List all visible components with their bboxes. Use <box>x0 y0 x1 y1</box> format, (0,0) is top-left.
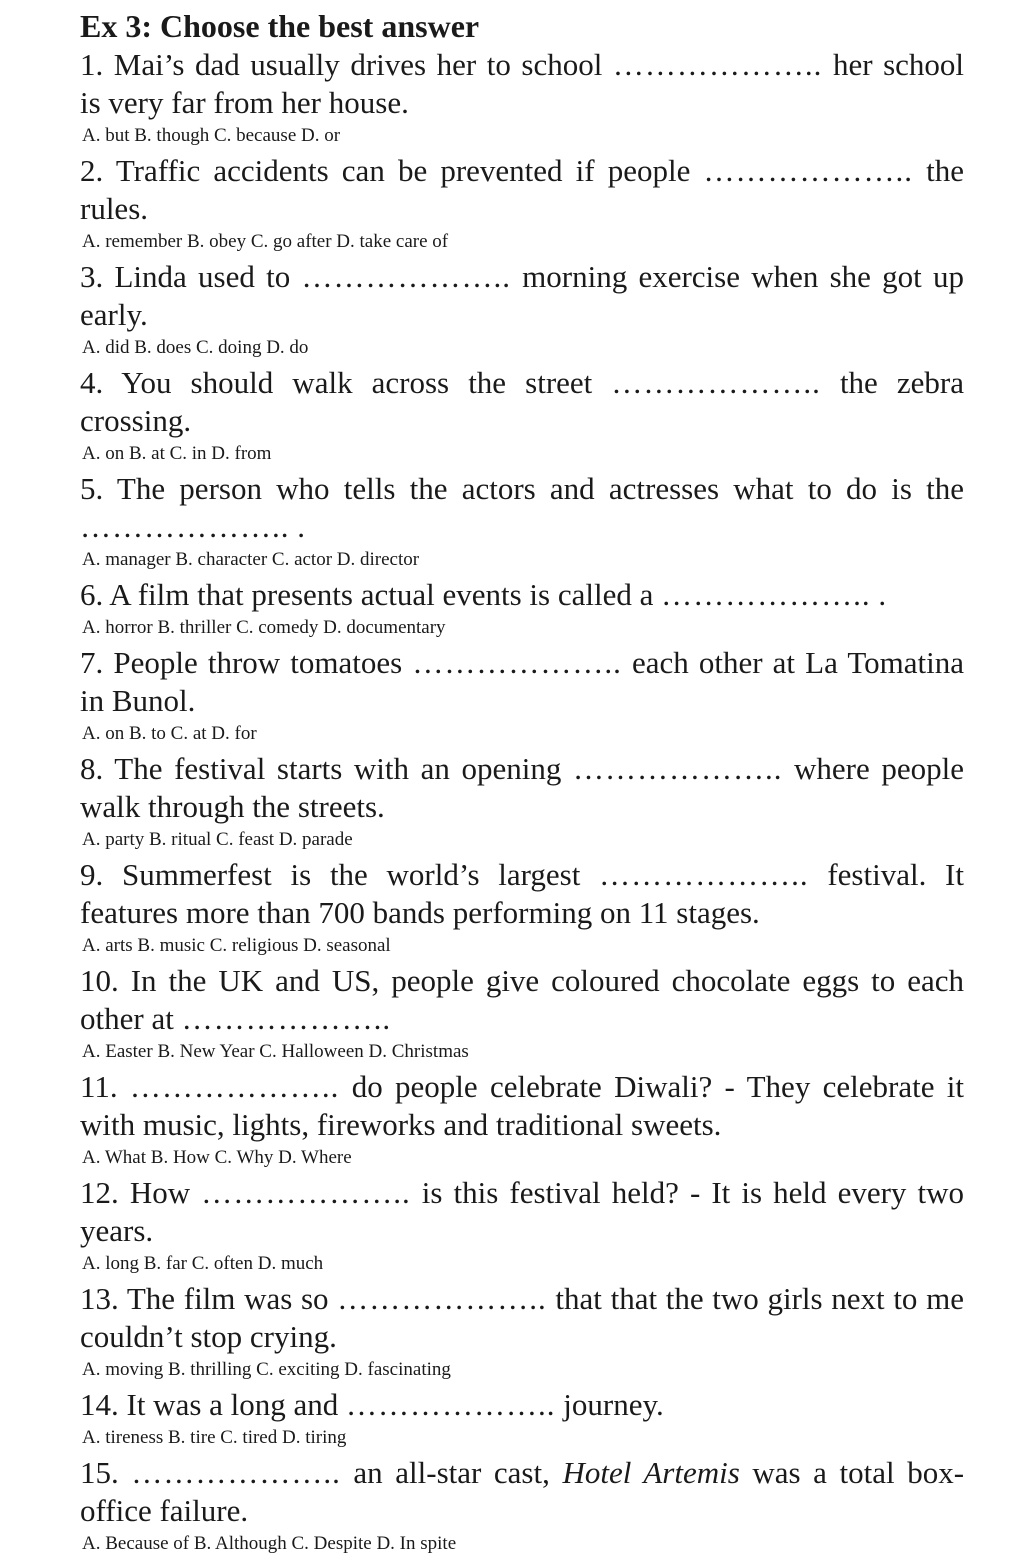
question-text-after-blank: an all-star cast, <box>340 1455 563 1490</box>
question-text-after-blank: is this festival held? - It is held every two years. <box>80 1175 965 1248</box>
question-9 <box>80 856 964 932</box>
answer-blank <box>301 259 511 294</box>
question-text-after-blank: . <box>289 509 305 544</box>
answer-blank <box>599 857 809 892</box>
answer-blank <box>80 509 290 544</box>
question-text-after-blank: the rules. <box>80 153 964 226</box>
answer-blank <box>412 645 622 680</box>
question-number: 1. <box>80 47 104 82</box>
question-number: 4. <box>80 365 104 400</box>
question-text-after-blank: her school is very far from her house. <box>80 47 965 120</box>
question-text-before-blank: A film that presents actual events is called a <box>109 577 662 612</box>
answer-blank <box>613 47 823 82</box>
answer-blank <box>704 153 914 188</box>
answer-blank <box>130 1069 340 1104</box>
question-text-after-blank: that that the two girls next to me couldn’t stop crying. <box>80 1281 964 1354</box>
question-text-before-blank: The festival starts with an opening <box>114 751 573 786</box>
question-8 <box>80 750 964 826</box>
question-text-before-blank: Traffic accidents can be prevented if people <box>115 153 704 188</box>
question-text-after-blank: each other at La Tomatina in Bunol. <box>80 645 965 718</box>
question-2 <box>80 152 964 228</box>
question-text-before-blank: How <box>129 1175 202 1210</box>
question-text-before-blank: Mai’s dad usually drives her to school <box>113 47 613 82</box>
answer-blank <box>131 1455 341 1490</box>
question-text-after-blank: journey. <box>555 1387 664 1422</box>
question-text-before-blank: In the UK and US, people give coloured chocolate eggs to each other at <box>80 963 965 1036</box>
exercise-title: Ex 3: Choose the best answer <box>80 8 480 44</box>
question-11 <box>80 1068 964 1144</box>
answer-options: A. Because of B. Although C. Despite D. In spite <box>82 1533 457 1554</box>
question-7 <box>80 644 964 720</box>
question-text-before-blank: The film was so <box>126 1281 338 1316</box>
answer-options: A. manager B. character C. actor D. director <box>82 549 420 570</box>
question-text-after-blank: festival. It features more than 700 bands performing on 11 stages. <box>80 857 964 930</box>
answer-blank <box>611 365 821 400</box>
answer-options: A. on B. to C. at D. for <box>82 723 257 744</box>
question-13 <box>80 1280 964 1356</box>
answer-blank <box>201 1175 411 1210</box>
question-text-before-blank: Linda used to <box>114 259 302 294</box>
answer-options: A. tireness B. tire C. tired D. tiring <box>82 1427 347 1448</box>
answer-options: A. did B. does C. doing D. do <box>82 337 309 358</box>
question-number: 5. <box>80 471 104 506</box>
question-6 <box>80 576 964 614</box>
question-15 <box>80 1454 964 1530</box>
question-text-after-blank: the zebra crossing. <box>80 365 964 438</box>
question-text-end: was a total box-office failure. <box>80 1455 965 1528</box>
answer-options: A. party B. ritual C. feast D. parade <box>82 829 353 850</box>
answer-options: A. Easter B. New Year C. Halloween D. Christmas <box>82 1041 469 1062</box>
question-number: 13. <box>80 1281 119 1316</box>
question-10 <box>80 962 964 1038</box>
question-text-after-blank: do people celebrate Diwali? - They celebrate it with music, lights, fireworks and traditional sweets. <box>80 1069 965 1142</box>
question-number: 3. <box>80 259 104 294</box>
answer-options: A. What B. How C. Why D. Where <box>82 1147 352 1168</box>
answer-blank <box>661 577 871 612</box>
question-text-before-blank: People throw tomatoes <box>113 645 413 680</box>
question-4 <box>80 364 964 440</box>
answer-options: A. horror B. thriller C. comedy D. documentary <box>82 617 446 638</box>
question-number: 15. <box>80 1455 119 1490</box>
question-text-before-blank: Summerfest is the world’s largest <box>121 857 600 892</box>
answer-options: A. on B. at C. in D. from <box>82 443 272 464</box>
question-number: 9. <box>80 857 104 892</box>
question-text-before-blank: It was a long and <box>126 1387 347 1422</box>
answer-blank <box>573 751 783 786</box>
question-text-after-blank: . <box>870 577 887 612</box>
answer-options: A. arts B. music C. religious D. seasonal <box>82 935 391 956</box>
question-number: 11. <box>80 1069 118 1104</box>
answer-options: A. long B. far C. often D. much <box>82 1253 324 1274</box>
question-12 <box>80 1174 964 1250</box>
answer-options: A. moving B. thrilling C. exciting D. fascinating <box>82 1359 451 1380</box>
question-1 <box>80 46 964 122</box>
question-number: 7. <box>80 645 104 680</box>
question-number: 14. <box>80 1387 119 1422</box>
question-text-after-blank: where people walk through the streets. <box>80 751 964 824</box>
question-number: 10. <box>80 963 119 998</box>
answer-options: A. remember B. obey C. go after D. take care of <box>82 231 449 252</box>
film-title: Hotel Artemis <box>562 1455 740 1490</box>
question-text-after-blank: morning exercise when she got up early. <box>80 259 965 332</box>
answer-blank <box>182 1001 392 1036</box>
question-list <box>80 46 964 1556</box>
question-number: 8. <box>80 751 104 786</box>
question-3 <box>80 258 964 334</box>
answer-blank <box>346 1387 556 1422</box>
question-5 <box>80 470 964 546</box>
question-text-before-blank: You should walk across the street <box>121 365 612 400</box>
question-number: 6. <box>80 577 104 612</box>
answer-options: A. but B. though C. because D. or <box>82 125 341 146</box>
answer-blank <box>337 1281 547 1316</box>
question-number: 12. <box>80 1175 119 1210</box>
question-text-before-blank: The person who tells the actors and actresses what to do is the <box>116 471 964 506</box>
question-number: 2. <box>80 153 104 188</box>
question-14 <box>80 1386 964 1424</box>
